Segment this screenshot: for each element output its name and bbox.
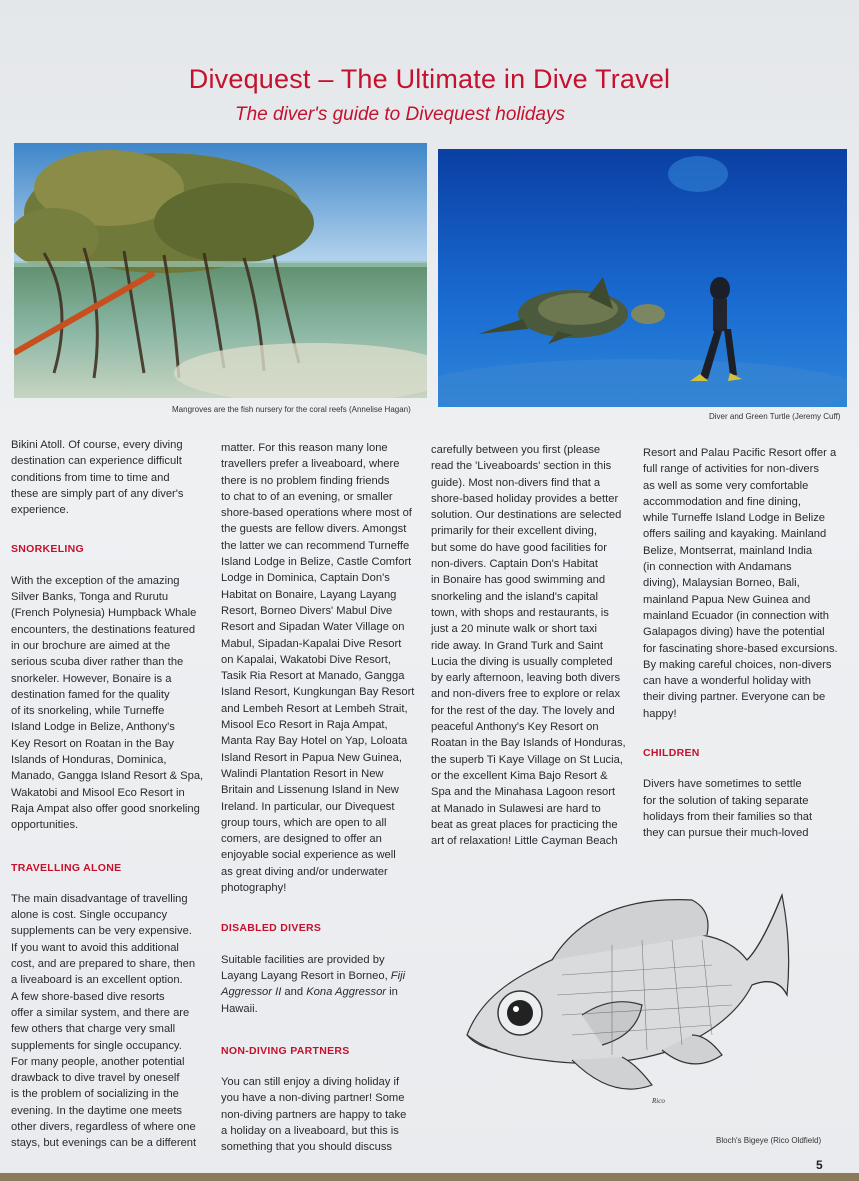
text-line: ride away. In Grand Turk and Saint	[431, 639, 604, 652]
text-line: full range of activities for non-divers	[643, 463, 819, 476]
text-line: the superb Ti Kaye Village on St Lucia,	[431, 753, 623, 766]
text-line: drawback to dive travel by oneself	[11, 1072, 180, 1085]
text-line: Key Resort on Roatan in the Bay	[11, 737, 174, 750]
page-number: 5	[816, 1158, 823, 1172]
text-run: in	[386, 986, 398, 999]
text-line: while Turneffe Island Lodge in Belize	[643, 512, 826, 525]
mangroves-caption: Mangroves are the fish nursery for the coral reefs (Annelise Hagan)	[172, 405, 411, 414]
text-line: (French Polynesia) Humpback Whale	[11, 607, 197, 620]
turtle-caption: Diver and Green Turtle (Jeremy Cuff)	[709, 412, 841, 421]
fish-caption: Bloch's Bigeye (Rico Oldfield)	[716, 1136, 822, 1145]
travelling-alone-paragraph	[11, 891, 211, 1152]
text-line: Raja Ampat also offer good snorkeling	[11, 802, 200, 815]
col1-intro	[11, 437, 211, 518]
col2-paragraph	[221, 440, 426, 896]
text-line: conditions from time to time and	[11, 471, 170, 484]
text-line: Galapagos diving) have the potential	[643, 626, 825, 639]
boat-name: Kona Aggressor	[306, 986, 387, 999]
text-line: the guests are fellow divers. Amongst	[221, 523, 407, 536]
text-run: Layang Layang Resort in Borneo,	[221, 969, 391, 982]
text-line: art of relaxation! Little Cayman Beach	[431, 835, 618, 848]
text-line: photography!	[221, 882, 287, 895]
text-line: The main disadvantage of travelling	[11, 892, 188, 905]
text-line: offers sailing and kayaking. Mainland	[643, 528, 827, 541]
disabled-divers-heading: DISABLED DIVERS	[221, 922, 322, 935]
text-line: holidays from their families so that	[643, 810, 813, 823]
text-line: Resort and Palau Pacific Resort offer a	[643, 447, 837, 459]
text-line: non-diving partners are happy to take	[221, 1108, 407, 1121]
text-line: experience.	[11, 504, 69, 517]
text-line: they can pursue their much-loved	[643, 827, 809, 840]
text-line: happy!	[643, 707, 677, 720]
boat-name: Fiji	[390, 969, 406, 982]
text-line: non-divers. Captain Don's Habitat	[431, 558, 598, 571]
text-line: accommodation and fine dining,	[643, 495, 801, 508]
text-line: diving), Malaysian Borneo, Bali,	[643, 577, 800, 590]
text-line: Island Lodge in Belize, Anthony's	[11, 721, 175, 734]
text-line: Island Lodge in Belize, Castle Comfort	[221, 556, 412, 569]
text-line: Resort and Sipadan Water Village on	[221, 621, 405, 634]
column-1	[11, 437, 211, 1152]
text-line: solution. Our destinations are selected	[431, 509, 622, 522]
text-line: supplements for single occupancy.	[11, 1039, 182, 1052]
text-line: town, with shops and restaurants, is	[431, 606, 609, 619]
text-line: opportunities.	[11, 819, 79, 832]
text-line: Walindi Plantation Resort in New	[221, 767, 384, 780]
text-line: mainland Papua New Guinea and	[643, 593, 811, 606]
turtle-photo	[438, 149, 847, 407]
text-line: just a 20 minute walk or short taxi	[431, 623, 598, 636]
non-diving-partners-paragraph	[221, 1074, 426, 1155]
text-line: beat as great places for practicing the	[431, 818, 618, 831]
text-line: read the 'Liveaboards' section in this	[431, 460, 612, 473]
text-line: Roatan in the Bay Islands of Honduras,	[431, 737, 626, 750]
text-line: comers, are designed to offer an	[221, 833, 382, 846]
text-line	[221, 968, 426, 984]
text-line: (in connection with Andamans	[643, 561, 792, 574]
text-line: for fascinating shore-based excursions.	[643, 642, 838, 655]
text-line: By making careful choices, non-divers	[643, 658, 832, 671]
text-line: destination can experience difficult	[11, 455, 182, 468]
text-line: Manado, Gangga Island Resort & Spa,	[11, 770, 204, 783]
text-line: snorkeling and the island's capital	[431, 590, 598, 603]
text-line: but some do have good facilities for	[431, 541, 607, 554]
text-line: and non-divers free to explore or relax	[431, 688, 621, 701]
text-line: shore-based holiday provides a better	[431, 492, 619, 505]
text-line: something that you should discuss	[221, 1141, 393, 1154]
text-line: a liveaboard is an excellent option.	[11, 974, 183, 987]
text-line: for the solution of taking separate	[643, 794, 809, 807]
column-3	[431, 442, 637, 849]
text-line: Island Resort, Kungkungan Bay Resort	[221, 686, 415, 699]
text-line: for the rest of the day. The lovely and	[431, 704, 615, 717]
text-line: as well as some very comfortable	[643, 479, 809, 492]
disabled-divers-paragraph	[221, 952, 426, 1017]
text-line: and Lembeh Resort at Lembeh Strait,	[221, 702, 408, 715]
text-line: Suitable facilities are provided by	[221, 953, 385, 966]
text-line: Misool Eco Resort in Raja Ampat,	[221, 719, 388, 732]
text-line: alone is cost. Single occupancy	[11, 909, 168, 922]
text-line: on Kapalai, Wakatobi Dive Resort,	[221, 653, 391, 666]
text-line: at Manado in Sulawesi are hard to	[431, 802, 601, 815]
column-4	[643, 445, 853, 842]
text-line: Belize, Montserrat, mainland India	[643, 544, 813, 557]
children-paragraph	[643, 776, 853, 841]
page-edge	[0, 1173, 859, 1181]
text-line: offer a similar system, and there are	[11, 1006, 190, 1019]
text-line: can have a wonderful holiday with	[643, 675, 811, 688]
text-line: Islands of Honduras, Dominica,	[11, 754, 167, 767]
mangroves-photo	[14, 143, 427, 398]
text-line: Mabul, Sipadan-Kapalai Dive Resort	[221, 637, 402, 650]
text-line: these are simply part of any diver's	[11, 487, 184, 500]
text-line: Hawaii.	[221, 1002, 258, 1015]
page-title: Divequest – The Ultimate in Dive Travel	[188, 64, 671, 94]
snorkeling-heading: SNORKELING	[11, 543, 85, 556]
text-line: stays, but evenings can be a different	[11, 1137, 197, 1150]
text-line: For many people, another potential	[11, 1055, 185, 1068]
snorkeling-paragraph	[11, 573, 211, 834]
text-line: Bikini Atoll. Of course, every diving	[11, 439, 183, 451]
text-line: Lodge in Dominica, Captain Don's	[221, 572, 390, 585]
text-line: If you want to avoid this additional	[11, 941, 179, 954]
text-line: primarily for their excellent diving,	[431, 525, 598, 538]
text-line: peaceful Anthony's Key Resort on	[431, 721, 599, 734]
text-line: Habitat on Bonaire, Layang Layang	[221, 588, 397, 601]
text-line: or the excellent Kima Bajo Resort &	[431, 769, 608, 782]
text-line: other divers, regardless of where one	[11, 1120, 196, 1133]
text-line: mainland Ecuador (in connection with	[643, 609, 829, 622]
text-line: carefully between you first (please	[431, 444, 601, 456]
text-line: matter. For this reason many lone	[221, 442, 388, 454]
non-diving-partners-heading: NON-DIVING PARTNERS	[221, 1044, 350, 1057]
text-line: A few shore-based dive resorts	[11, 990, 165, 1003]
text-line: Divers have sometimes to settle	[643, 778, 802, 791]
children-heading: CHILDREN	[643, 747, 700, 760]
text-line: their diving partner. Everyone can be	[643, 691, 826, 704]
text-line: Island Resort in Papua New Guinea,	[221, 751, 402, 764]
text-line: of its snorkeling, while Turneffe	[11, 705, 165, 718]
artist-signature: Rico	[652, 1097, 665, 1105]
text-line: as great diving and/or underwater	[221, 865, 388, 878]
text-line: Resort, Borneo Divers' Mabul Dive	[221, 604, 393, 617]
text-line: Lucia the diving is usually completed	[431, 655, 613, 668]
text-line: Ireland. In particular, our Divequest	[221, 800, 395, 813]
column-2	[221, 440, 426, 1156]
text-line: group tours, which are open to all	[221, 816, 387, 829]
bigeye-fish-illustration	[462, 885, 792, 1107]
text-line: serious scuba diver rather than the	[11, 656, 184, 669]
text-line: in Bonaire has good swimming and	[431, 574, 606, 587]
text-run: and	[281, 986, 307, 999]
boat-name: Aggressor II	[221, 986, 282, 999]
text-line: Spa and the Minahasa Lagoon resort	[431, 786, 616, 799]
text-line: is the problem of socializing in the	[11, 1088, 179, 1101]
text-line: With the exception of the amazing	[11, 574, 180, 587]
text-line: encounters, the destinations featured	[11, 623, 196, 636]
text-line: Britain and Lissenung Island in New	[221, 784, 399, 797]
text-line: you have a non-diving partner! Some	[221, 1092, 405, 1105]
text-line: Manta Ray Bay Hotel on Yap, Loloata	[221, 735, 408, 748]
text-line: a holiday on a liveaboard, but this is	[221, 1124, 399, 1137]
text-line: evening. In the daytime one meets	[11, 1104, 183, 1117]
text-line: destination famed for the quality	[11, 688, 170, 701]
text-line: enjoyable social experience as well	[221, 849, 396, 862]
text-line: few others that charge very small	[11, 1023, 176, 1036]
page-subtitle: The diver's guide to Divequest holidays	[235, 104, 565, 125]
travelling-alone-heading: TRAVELLING ALONE	[11, 861, 122, 874]
text-line: to chat to of an evening, or smaller	[221, 490, 393, 503]
text-line: Wakatobi and Misool Eco Resort in	[11, 786, 185, 799]
text-line: snorkeler. However, Bonaire is a	[11, 672, 172, 685]
text-line: Silver Banks, Tonga and Rurutu	[11, 591, 169, 604]
text-line	[221, 984, 426, 1000]
text-line: You can still enjoy a diving holiday if	[221, 1076, 400, 1089]
text-line: travellers prefer a liveaboard, where	[221, 458, 400, 471]
text-line: supplements can be very expensive.	[11, 925, 192, 938]
text-line: the latter we can recommend Turneffe	[221, 539, 410, 552]
text-line: shore-based operations where most of	[221, 507, 412, 520]
text-line: cost, and are prepared to share, then	[11, 958, 196, 971]
text-line: Tasik Ria Resort at Manado, Gangga	[221, 670, 405, 683]
text-line: in our brochure are aimed at the	[11, 639, 171, 652]
text-line: there is no problem finding friends	[221, 474, 390, 487]
text-line: guide). Most non-divers find that a	[431, 476, 601, 489]
text-line: by early afternoon, leaving both divers	[431, 672, 621, 685]
